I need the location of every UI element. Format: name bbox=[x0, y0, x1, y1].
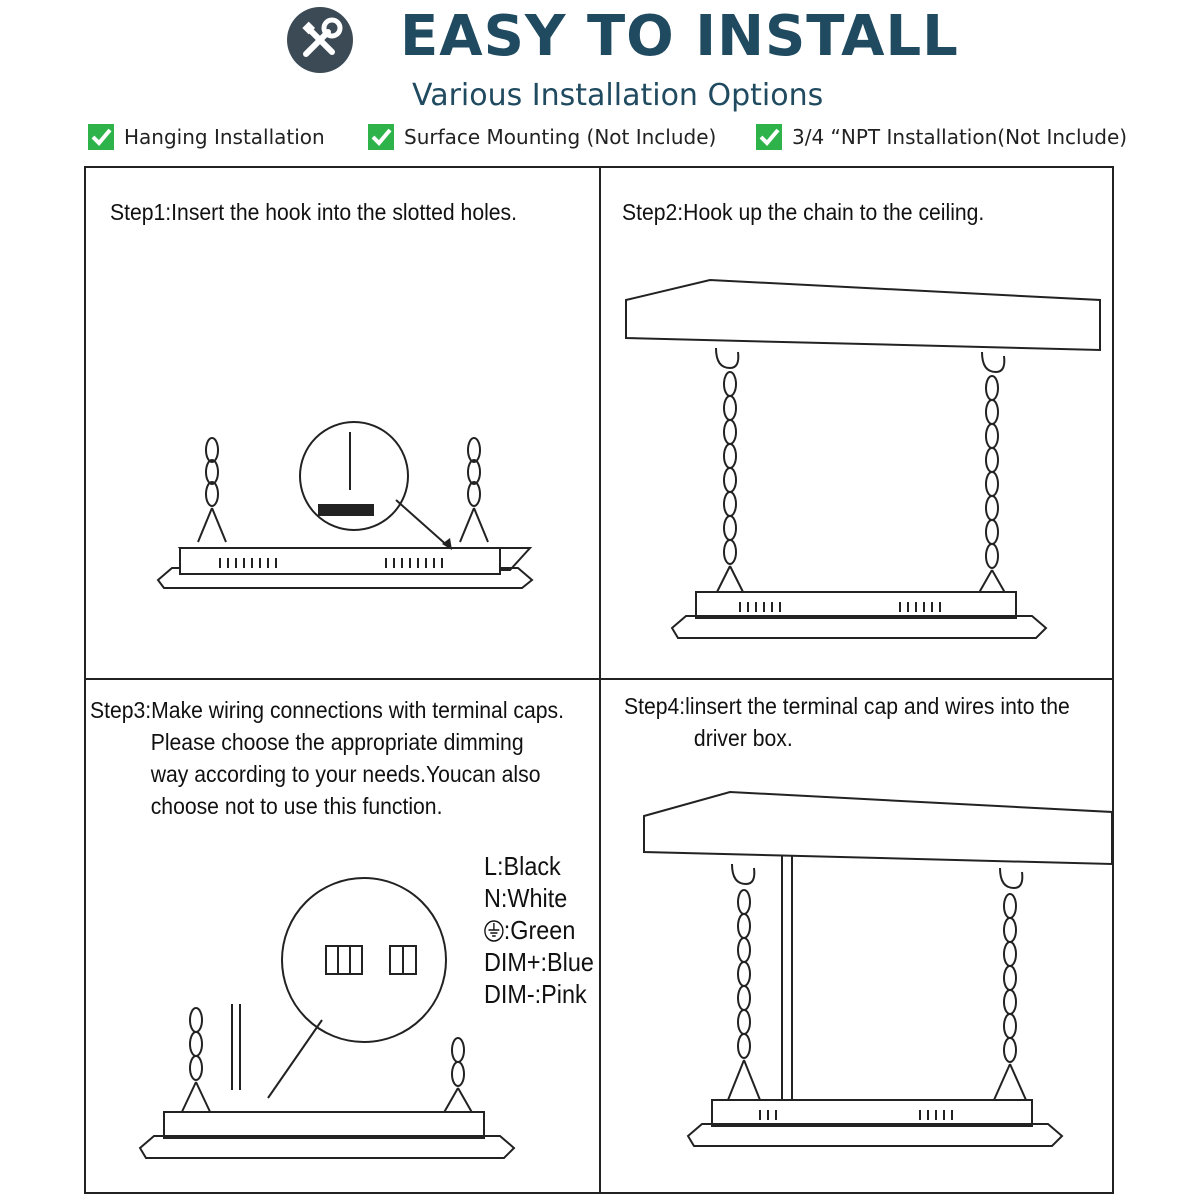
legend-dim-plus: DIM+:Blue bbox=[484, 947, 594, 977]
fixture-tray bbox=[140, 1136, 514, 1158]
checkmark-icon bbox=[88, 124, 114, 150]
checkmark-icon bbox=[756, 124, 782, 150]
step2-illustration bbox=[620, 280, 1110, 650]
step4-line1: Step4:linsert the terminal cap and wires into the bbox=[624, 693, 1070, 719]
step3-illustration bbox=[136, 880, 536, 1180]
driver-box bbox=[164, 1112, 484, 1138]
legend-dim-minus: DIM-:Pink bbox=[484, 979, 587, 1009]
step4-illustration bbox=[640, 792, 1116, 1172]
legend-ground-label: :Green bbox=[503, 915, 576, 945]
step3-line3: way according to your needs.Youcan also bbox=[150, 761, 541, 787]
tools-icon bbox=[286, 6, 354, 74]
step1-illustration bbox=[150, 420, 540, 610]
driver-box bbox=[696, 592, 1016, 618]
slot-detail bbox=[318, 504, 374, 516]
step4-text bbox=[624, 690, 1070, 754]
step3-line4: choose not to use this function. bbox=[150, 793, 443, 819]
page-title: EASY TO INSTALL bbox=[400, 4, 959, 69]
grid-divider-vertical bbox=[599, 166, 601, 1194]
legend-l: L:Black bbox=[484, 851, 561, 881]
terminal-cap-power bbox=[326, 946, 362, 974]
step3-line2: Please choose the appropriate dimming bbox=[150, 729, 524, 755]
option-label: Hanging Installation bbox=[124, 125, 325, 149]
pointer-line bbox=[396, 500, 450, 548]
checkmark-icon bbox=[368, 124, 394, 150]
fixture-tray bbox=[688, 1124, 1062, 1146]
option-surface bbox=[368, 122, 716, 152]
grid-divider-horizontal bbox=[84, 678, 1114, 680]
step1-text: Step1:Insert the hook into the slotted holes. bbox=[110, 199, 518, 225]
ceiling-panel bbox=[644, 792, 1112, 864]
chain-right bbox=[976, 352, 1008, 598]
step4-line2: driver box. bbox=[693, 725, 793, 751]
chain-left bbox=[198, 438, 226, 542]
option-label: 3/4 “NPT Installation(Not Include) bbox=[792, 125, 1128, 149]
chain-left bbox=[728, 864, 760, 1100]
step3-text bbox=[90, 694, 564, 822]
ceiling-panel bbox=[626, 280, 1100, 350]
wiring-zoom-circle bbox=[282, 878, 446, 1042]
chain-right bbox=[994, 868, 1026, 1100]
threaded-rod bbox=[232, 1004, 240, 1090]
pointer-line bbox=[268, 1020, 322, 1098]
step3-line1: Step3:Make wiring connections with terminal caps. bbox=[90, 697, 564, 723]
chain-right bbox=[442, 1038, 474, 1116]
fixture-tray bbox=[672, 616, 1046, 638]
chain-right bbox=[460, 438, 488, 542]
chain-left bbox=[714, 348, 746, 598]
option-npt bbox=[756, 122, 1127, 152]
option-label: Surface Mounting (Not Include) bbox=[404, 125, 717, 149]
option-hanging bbox=[88, 122, 325, 152]
chain-left bbox=[180, 1008, 212, 1116]
step2-text: Step2:Hook up the chain to the ceiling. bbox=[622, 199, 985, 225]
legend-n: N:White bbox=[484, 883, 568, 913]
page-subtitle: Various Installation Options bbox=[412, 78, 824, 113]
threaded-rod bbox=[782, 856, 792, 1110]
